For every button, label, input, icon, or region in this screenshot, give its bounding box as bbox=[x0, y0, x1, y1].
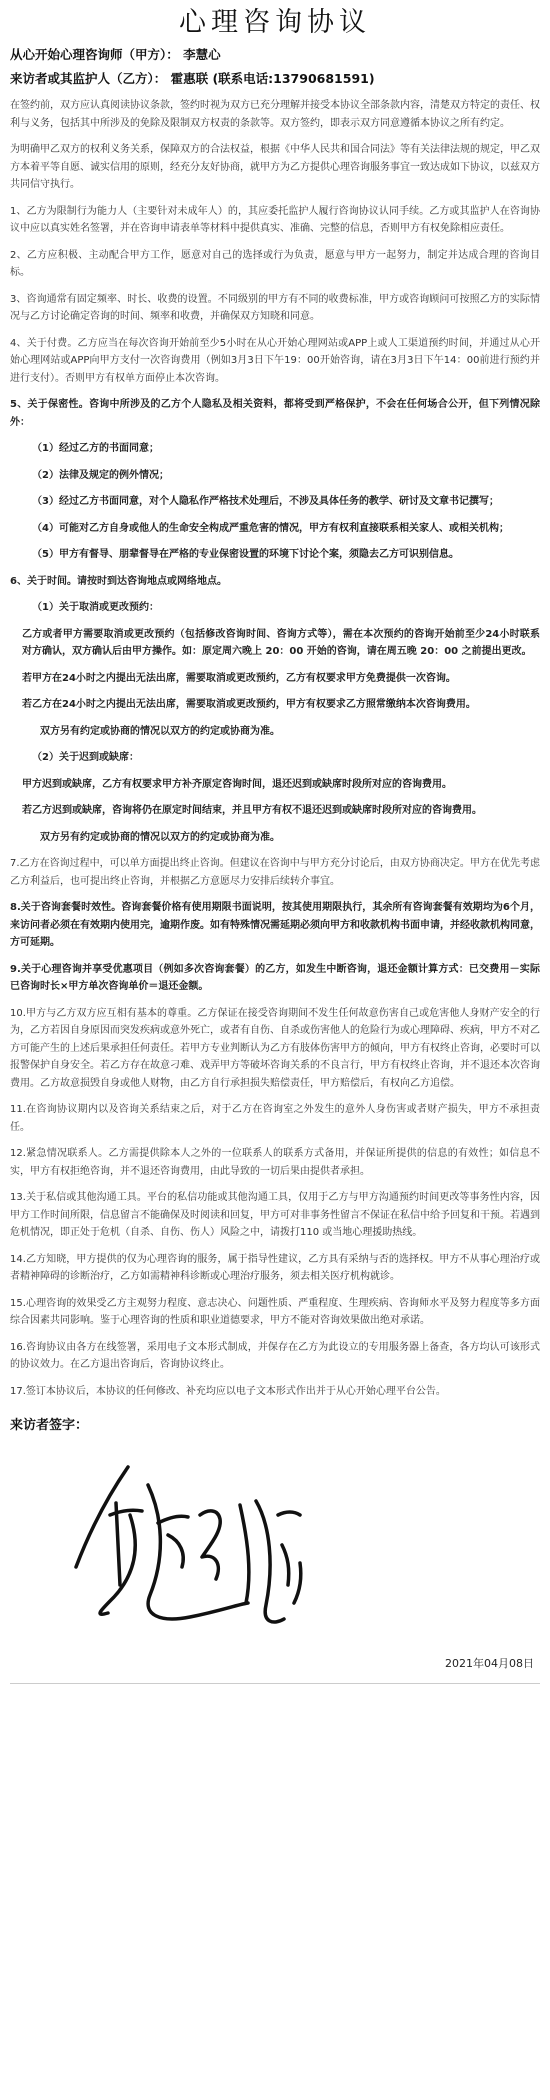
clause-15: 15.心理咨询的效果受乙方主观努力程度、意志决心、问题性质、严重程度、生理疾病、咨询师水平及努力程度等多方面综合因素共同影响。鉴于心理咨询的性质和职业道德要求，甲方不能对咨询效果做出绝对承诺。 bbox=[10, 1297, 540, 1326]
clause-17: 17.签订本协议后，本协议的任何修改、补充均应以电子文本形式作出并于从心开始心理平台公告。 bbox=[10, 1385, 446, 1397]
clause-5-item-4: （4）可能对乙方自身或他人的生命安全构成严重危害的情况，甲方有权利直接联系相关家人、或相关机构； bbox=[32, 522, 509, 534]
visitor-signature-label: 来访者签字： bbox=[10, 1418, 89, 1433]
clause-5-item-3: （3）经过乙方书面同意，对个人隐私作严格技术处理后，不涉及具体任务的教学、研讨及文章书记撰写； bbox=[32, 496, 499, 507]
clause-1: 1、乙方为限制行为能力人（主要针对未成年人）的，其应委托监护人履行咨询协议认同手续。乙方或其监护人在咨询协议中应以真实姓名签署，并在咨询申请表单等材料中提供真实、准确、完整的信息，否则甲方有权免除相应责任。 bbox=[10, 205, 540, 234]
clause-12: 12.紧急情况联系人。乙方需提供除本人之外的一位联系人的联系方式备用，并保证所提供的信息的有效性；如信息不实，甲方有权拒绝咨询，并不退还咨询费用，由此导致的一切后果由提供者承担。 bbox=[10, 1148, 540, 1177]
clause-6-sub-2-c: 双方另有约定或协商的情况以双方的约定或协商为准。 bbox=[40, 831, 280, 843]
clause-9: 9.关于心理咨询并享受优惠项目（例如多次咨询套餐）的乙方，如发生中断咨询，退还金额计算方式：已交费用－实际已咨询时长×甲方单次咨询单价＝退还金额。 bbox=[10, 963, 540, 992]
clause-6-sub-1-d: 双方另有约定或协商的情况以双方的约定或协商为准。 bbox=[40, 725, 280, 737]
clause-16: 16.咨询协议由各方在线签署，采用电子文本形式制成，并保存在乙方为此设立的专用服务器上备查，各方均认可该形式的协议效力。在乙方退出咨询后，咨询协议终止。 bbox=[10, 1341, 540, 1370]
clause-6-sub-1-heading: （1）关于取消或更改预约： bbox=[32, 602, 159, 613]
clause-11: 11.在咨询协议期内以及咨询关系结束之后，对于乙方在咨询室之外发生的意外人身伤害或者财产损失，甲方不承担责任。 bbox=[10, 1104, 540, 1133]
clause-6-sub-1-a: 乙方或者甲方需要取消或更改预约（包括修改咨询时间、咨询方式等），需在本次预约的咨询开始前至少24小时联系对方确认，双方确认后由甲方操作。如：原定周六晚上 20：00 开始的咨询，请在周五晚 20：00 之前提出更改。 bbox=[22, 628, 540, 657]
clause-7: 7.乙方在咨询过程中，可以单方面提出终止咨询。但建议在咨询中与甲方充分讨论后，由双方协商决定。甲方在优先考虑乙方利益后，也可提出终止咨询，并根据乙方意愿尽力安排后续转介事宜。 bbox=[10, 858, 540, 887]
clause-3: 3、咨询通常有固定频率、时长、收费的设置。不同级别的甲方有不同的收费标准，甲方或咨询顾问可按照乙方的实际情况与乙方讨论确定咨询的时间、频率和收费，并确保双方知晓和同意。 bbox=[10, 293, 540, 322]
clause-5-heading: 5、关于保密性。咨询中所涉及的乙方个人隐私及相关资料，都将受到严格保护，不会在任何场合公开，但下列情况除外： bbox=[10, 399, 540, 428]
clause-6-sub-2-b: 若乙方迟到或缺席，咨询将仍在原定时间结束，并且甲方有权不退还迟到或缺席时段所对应的咨询费用。 bbox=[22, 805, 482, 816]
clause-13: 13.关于私信或其他沟通工具。平台的私信功能或其他沟通工具，仅用于乙方与甲方沟通预约时间更改等事务性内容，因甲方工作时间所限，信息留言不能确保及时阅读和回复，甲方可对非事务性留言不保证在私信中给予回复和干预。若遇到危机情况，即正处于危机（自杀、自伤、伤人）风险之中，请拨打110 或当地心理援助热线。 bbox=[10, 1192, 540, 1238]
clause-14: 14.乙方知晓，甲方提供的仅为心理咨询的服务，属于指导性建议，乙方具有采纳与否的选择权。甲方不从事心理治疗或者精神障碍的诊断治疗，乙方如需精神科诊断或心理治疗服务，须去相关医疗机构就诊。 bbox=[10, 1253, 540, 1282]
bottom-divider bbox=[10, 1683, 540, 1684]
signature-area bbox=[10, 1437, 540, 1647]
clause-6-sub-2-heading: （2）关于迟到或缺席： bbox=[32, 752, 139, 763]
clause-4: 4、关于付费。乙方应当在每次咨询开始前至少5小时在从心开始心理网站或APP上或人工渠道预约时间，并通过从心开始心理网站或APP向甲方支付一次咨询费用（例如3月3日下午19：00开始咨询，请在3月3日下午14：00前进行预约并进行支付）。否则甲方有权单方面停止本次咨询。 bbox=[10, 337, 540, 384]
clause-8: 8.关于咨询套餐时效性。咨询套餐价格有使用期限书面说明，按其使用期限执行，其余所有咨询套餐有效期均为6个月，来访问者必须在有效期内使用完，逾期作废。如有特殊情况需延期必须向甲方和收款机构书面申请，并经收款机构同意，方可延期。 bbox=[10, 902, 540, 948]
clause-6-sub-2-a: 甲方迟到或缺席，乙方有权要求甲方补齐原定咨询时间，退还迟到或缺席时段所对应的咨询费用。 bbox=[22, 778, 452, 790]
clause-6-heading: 6、关于时间。请按时到达咨询地点或网络地点。 bbox=[10, 575, 227, 587]
clause-5-item-5: （5）甲方有督导、朋辈督导在严格的专业保密设置的环境下讨论个案，须隐去乙方可识别信息。 bbox=[32, 549, 459, 560]
party-b: 来访者或其监护人（乙方）： 霍惠联 (联系电话:13790681591) bbox=[10, 71, 375, 86]
handwritten-signature bbox=[70, 1445, 330, 1640]
clause-2: 2、乙方应积极、主动配合甲方工作，愿意对自己的选择或行为负责，愿意与甲方一起努力，制定并达成合理的咨询目标。 bbox=[10, 249, 540, 278]
clause-6-sub-1-c: 若乙方在24小时之内提出无法出席，需要取消或更改预约，甲方有权要求乙方照常缴纳本次咨询费用。 bbox=[22, 699, 476, 710]
clause-5-item-1: （1）经过乙方的书面同意； bbox=[32, 443, 159, 454]
intro-paragraph-2: 为明确甲乙双方的权利义务关系，保障双方的合法权益，根据《中华人民共和国合同法》等有关法律法规的规定，甲乙双方本着平等自愿、诚实信用的原则，经充分友好协商，就甲方为乙方提供心理咨询服务事宜一致达成如下协议，以兹双方共同信守执行。 bbox=[10, 144, 540, 190]
clause-6-sub-1-b: 若甲方在24小时之内提出无法出席，需要取消或更改预约，乙方有权要求甲方免费提供一次咨询。 bbox=[22, 672, 456, 684]
clause-10: 10.甲方与乙方双方应互相有基本的尊重。乙方保证在接受咨询期间不发生任何故意伤害自己或危害他人身财产安全的行为，乙方若因自身原因而突发疾病或意外死亡，或者有自伤、自杀或伤害他人的危险行为或心理障碍、疾病，甲方不对乙方可能产生的上述后果承担任何责任。若甲方专业判断认为乙方有肢体伤害甲方的倾向，甲方有权终止咨询，必要时可以报警保护自身安全。若乙方存在故意刁难、戏弄甲方等破坏咨询关系的不良言行，甲方有权终止咨询，并不退还本次咨询费用。乙方故意损毁自身或他人财物，由乙方自行承担损失赔偿责任，甲方赔偿后，有权向乙方追偿。 bbox=[10, 1007, 540, 1089]
clause-5-item-2: （2）法律及规定的例外情况； bbox=[32, 469, 169, 481]
signing-date: 2021年04月08日 bbox=[445, 1657, 534, 1670]
party-a: 从心开始心理咨询师（甲方）： 李慧心 bbox=[10, 47, 221, 62]
page-title: 心理咨询协议 bbox=[179, 7, 371, 38]
intro-paragraph-1: 在签约前，双方应认真阅读协议条款，签约时视为双方已充分理解并接受本协议全部条款内容，清楚双方特定的责任、权利与义务，包括其中所涉及的免除及限制双方权责的条款等。双方签约，即表示双方同意遵循本协议之所有约定。 bbox=[10, 100, 540, 129]
